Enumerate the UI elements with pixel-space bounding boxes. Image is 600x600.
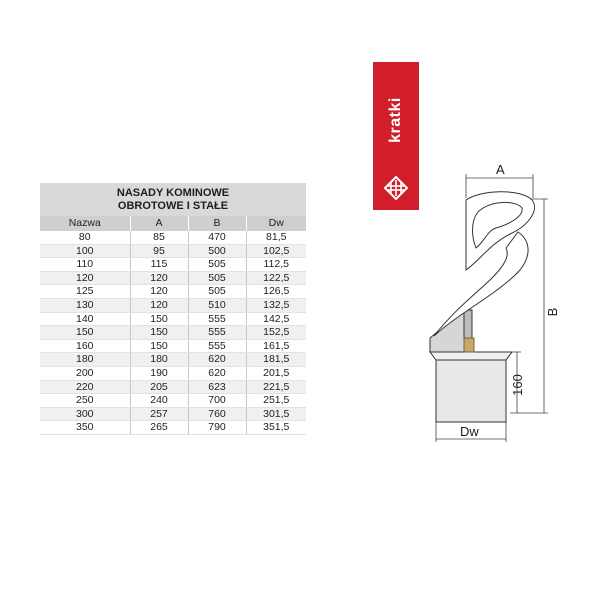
table-cell: 257 [130,407,188,421]
column-header-b: B [188,216,246,231]
table-cell: 200 [40,366,130,380]
table-cell: 623 [188,380,246,394]
dimension-160 [510,352,525,413]
logo-text: kratki [387,97,404,143]
table-cell: 181,5 [246,353,306,367]
chimney-cowl-drawing [420,160,570,450]
table-cell: 505 [188,285,246,299]
label-a: A [496,162,505,177]
table-cell: 115 [130,258,188,272]
table-row [40,271,306,285]
label-b: B [545,307,560,317]
table-cell: 100 [40,244,130,258]
table-body [40,231,306,434]
table-cell: 790 [188,421,246,435]
table-cell: 470 [188,231,246,244]
table-cell: 620 [188,353,246,367]
table-cell: 301,5 [246,407,306,421]
table-cell: 140 [40,312,130,326]
table-cell: 190 [130,366,188,380]
table-row [40,312,306,326]
table-cell: 110 [40,258,130,272]
table-cell: 351,5 [246,421,306,435]
table-cell: 201,5 [246,366,306,380]
table-cell: 125 [40,285,130,299]
table-cell: 150 [130,312,188,326]
table-cell: 180 [130,353,188,367]
table-row [40,394,306,408]
table-cell: 251,5 [246,394,306,408]
table-cell: 160 [40,339,130,353]
dimension-dw [436,422,506,442]
table-cell: 240 [130,394,188,408]
table-cell: 150 [130,339,188,353]
table-cell: 126,5 [246,285,306,299]
table-header-row [40,216,306,231]
table-cell: 85 [130,231,188,244]
table-cell: 700 [188,394,246,408]
table-cell: 205 [130,380,188,394]
table-row [40,353,306,367]
table-title [40,183,306,216]
table-cell: 555 [188,339,246,353]
table-cell: 150 [130,326,188,340]
table-cell: 120 [40,271,130,285]
table-row [40,244,306,258]
table-cell: 221,5 [246,380,306,394]
table-cell: 180 [40,353,130,367]
table-row [40,421,306,435]
table-cell: 112,5 [246,258,306,272]
table-cell: 555 [188,326,246,340]
logo-grate-icon [382,174,410,202]
table-row [40,407,306,421]
table-cell: 95 [130,244,188,258]
table-cell: 500 [188,244,246,258]
table-cell: 152,5 [246,326,306,340]
table-cell: 510 [188,298,246,312]
table-cell: 350 [40,421,130,435]
table-cell: 760 [188,407,246,421]
table-cell: 250 [40,394,130,408]
table-row [40,366,306,380]
kratki-logo [373,62,419,210]
label-160: 160 [510,374,525,396]
column-header-dw: Dw [246,216,306,231]
table-cell: 620 [188,366,246,380]
column-header-nazwa: Nazwa [40,216,130,231]
table-cell: 265 [130,421,188,435]
dimension-table [40,183,306,435]
table-cell: 132,5 [246,298,306,312]
table-row [40,298,306,312]
table-cell: 161,5 [246,339,306,353]
table-row [40,339,306,353]
table-cell: 505 [188,271,246,285]
table-cell: 130 [40,298,130,312]
table-cell: 120 [130,271,188,285]
table-cell: 80 [40,231,130,244]
table-cell: 81,5 [246,231,306,244]
table-cell: 102,5 [246,244,306,258]
table-cell: 120 [130,298,188,312]
table-title-line1: NASADY KOMINOWE [116,187,230,199]
table-grid [40,216,306,435]
table-row [40,258,306,272]
table-title-line2: OBROTOWE I STAŁE [117,200,229,212]
table-cell: 505 [188,258,246,272]
column-header-a: A [130,216,188,231]
table-cell: 120 [130,285,188,299]
table-row [40,285,306,299]
table-row [40,326,306,340]
table-cell: 300 [40,407,130,421]
table-row [40,231,306,244]
table-cell: 122,5 [246,271,306,285]
table-row [40,380,306,394]
label-dw: Dw [460,424,479,439]
table-cell: 142,5 [246,312,306,326]
table-cell: 555 [188,312,246,326]
table-cell: 220 [40,380,130,394]
table-cell: 150 [40,326,130,340]
